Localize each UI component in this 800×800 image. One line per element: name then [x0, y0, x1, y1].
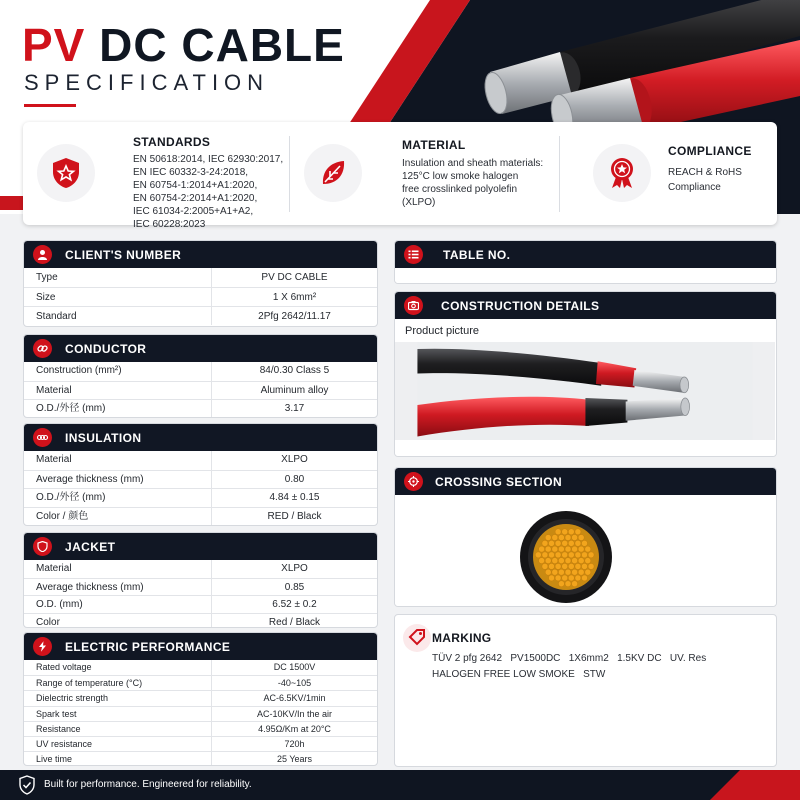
conductor-strand — [585, 569, 591, 575]
conductor-strand — [545, 558, 551, 564]
conductor-strand — [558, 569, 564, 575]
row-value: AC-6.5KV/1min — [263, 693, 326, 704]
conductor-strand — [578, 569, 584, 575]
standards-line: EN IEC 60332-3-24:2018, — [133, 167, 249, 178]
standards-card — [23, 122, 777, 230]
conductor-strand — [565, 581, 571, 587]
construction-body — [395, 319, 776, 457]
compliance-description — [668, 165, 742, 195]
conductor-strand — [588, 552, 594, 558]
conductor-strand — [539, 558, 545, 564]
row-label: O.D./外径 (mm) — [24, 489, 212, 507]
conductor-strand — [562, 575, 568, 581]
panel-header — [24, 424, 377, 451]
conductor-strand — [565, 535, 571, 541]
footer — [0, 770, 800, 800]
row-label: Live time — [24, 752, 212, 766]
table-row — [24, 660, 377, 675]
conductor-strand — [575, 540, 581, 546]
conductor-strand — [545, 546, 551, 552]
conductor-strand — [542, 563, 548, 569]
lightning-icon — [33, 637, 52, 656]
hero-accent-bar — [0, 196, 24, 210]
conductor-panel — [23, 334, 378, 418]
panel-title: INSULATION — [65, 431, 142, 445]
row-value: 1 X 6mm² — [272, 292, 317, 303]
conductor-strand — [568, 552, 574, 558]
table-row — [24, 690, 377, 705]
user-icon — [33, 245, 52, 264]
row-value: RED / Black — [267, 510, 322, 522]
panel-title: TABLE NO. — [443, 248, 511, 262]
conductor-strand — [555, 575, 561, 581]
row-value: 6.52 ± 0.2 — [272, 599, 317, 610]
marking-heading: MARKING — [432, 631, 492, 645]
row-label: Spark test — [24, 707, 212, 721]
row-value: 84/0.30 Class 5 — [259, 365, 330, 376]
conductor-strand — [582, 552, 588, 558]
standards-line: EN 50618:2014, IEC 62930:2017, — [133, 154, 284, 165]
conductor-table — [24, 362, 377, 418]
conductor-strand — [549, 540, 555, 546]
row-label: Average thickness (mm) — [24, 471, 212, 489]
table-row — [24, 578, 377, 596]
standards-badge — [37, 144, 95, 202]
title-rest: DC CABLE — [99, 19, 345, 71]
material-line: (XLPO) — [402, 197, 436, 208]
award-ribbon-icon — [607, 157, 637, 189]
conductor-strand — [578, 546, 584, 552]
conductor-strand — [558, 546, 564, 552]
client-number-panel — [23, 240, 378, 327]
panel-header — [24, 241, 377, 268]
electric-performance-panel — [23, 632, 378, 766]
conductor-strand — [582, 563, 588, 569]
row-label: Type — [24, 268, 212, 287]
table-row — [24, 399, 377, 418]
row-label: Material — [24, 451, 212, 470]
table-row — [24, 451, 377, 470]
conductor-strand — [549, 575, 555, 581]
row-value: -40~105 — [277, 678, 312, 689]
table-row — [24, 595, 377, 613]
row-value: 0.80 — [284, 473, 305, 485]
leaf-icon — [318, 157, 348, 189]
product-photo — [395, 342, 775, 440]
standards-line: EN 60754-1:2014+A1:2020, — [133, 180, 258, 191]
crossing-section-panel — [394, 467, 777, 607]
table-row — [24, 560, 377, 578]
panel-header — [24, 533, 377, 560]
table-no-panel — [394, 240, 777, 284]
table-row — [24, 306, 377, 325]
row-label: Material — [24, 382, 212, 400]
panel-header — [24, 633, 377, 660]
standards-list — [133, 153, 283, 231]
table-row — [24, 362, 377, 381]
material-heading: MATERIAL — [402, 138, 466, 152]
conductor-strand — [552, 546, 558, 552]
compliance-heading: COMPLIANCE — [668, 144, 752, 158]
camera-icon — [404, 296, 423, 315]
shield-check-icon — [18, 775, 36, 795]
row-label: Resistance — [24, 722, 212, 736]
conductor-strand — [555, 540, 561, 546]
title-underline — [24, 104, 76, 107]
standards-line: IEC 60228:2023 — [133, 219, 206, 230]
table-row — [24, 613, 377, 629]
compliance-line: REACH & RoHS — [668, 167, 742, 178]
conductor-strand — [578, 535, 584, 541]
conductor-strand — [562, 563, 568, 569]
footer-tagline: Built for performance. Engineered for reliability. — [44, 779, 252, 790]
panel-title: ELECTRIC PERFORMANCE — [65, 640, 231, 654]
row-value: Red / Black — [268, 616, 321, 628]
product-picture-caption: Product picture — [405, 325, 479, 337]
table-no-value — [395, 268, 776, 284]
table-row — [24, 736, 377, 751]
row-label: Average thickness (mm) — [24, 579, 212, 596]
conductor-strand — [575, 563, 581, 569]
electric-performance-table — [24, 660, 377, 766]
conductor-strand — [568, 575, 574, 581]
conductor-strand — [572, 569, 578, 575]
table-row — [24, 751, 377, 766]
row-value: 4.84 ± 0.15 — [269, 492, 320, 504]
material-badge — [304, 144, 362, 202]
conductor-strand — [572, 535, 578, 541]
row-value: 0.85 — [284, 581, 305, 593]
list-icon — [404, 245, 423, 264]
panel-header — [395, 468, 776, 495]
marking-badge — [403, 624, 431, 652]
conductor-strand — [555, 563, 561, 569]
jacket-table — [24, 560, 377, 628]
hero-cable-image — [460, 0, 800, 130]
table-row — [24, 470, 377, 489]
conductor-strand — [562, 540, 568, 546]
standards-line: EN 60754-2:2014+A1:2020, — [133, 193, 258, 204]
panel-title: CROSSING SECTION — [435, 475, 563, 489]
footer-accent — [710, 770, 800, 800]
conductor-strand — [582, 540, 588, 546]
row-value: 720h — [284, 738, 305, 749]
panel-title: CONSTRUCTION DETAILS — [441, 299, 600, 313]
conductor-strand — [558, 558, 564, 564]
conductor-strand — [565, 546, 571, 552]
conductor-strand — [558, 535, 564, 541]
table-row — [24, 507, 377, 526]
conductor-strand — [545, 535, 551, 541]
conductor-strand — [572, 581, 578, 587]
row-value: XLPO — [281, 563, 308, 574]
conductor-strand — [575, 575, 581, 581]
panel-header — [24, 335, 377, 362]
row-value: AC-10KV/In the air — [256, 708, 333, 719]
panel-header — [395, 241, 776, 268]
conductor-strand — [549, 552, 555, 558]
row-label: Construction (mm²) — [24, 362, 212, 381]
conductor-strand — [565, 558, 571, 564]
conductor-strand — [555, 529, 561, 535]
insulation-icon — [33, 428, 52, 447]
conductor-strand — [572, 546, 578, 552]
conductor-strand — [542, 552, 548, 558]
row-label: O.D./外径 (mm) — [24, 400, 212, 418]
table-row — [24, 488, 377, 507]
table-row — [24, 268, 377, 287]
conductor-strand — [582, 575, 588, 581]
conductor-strand — [565, 569, 571, 575]
client-number-table — [24, 268, 377, 325]
row-value: DC 1500V — [273, 662, 316, 672]
conductor-strand — [575, 552, 581, 558]
table-row — [24, 675, 377, 690]
panel-title: JACKET — [65, 540, 116, 554]
conductor-strand — [549, 563, 555, 569]
table-row — [24, 381, 377, 400]
link-icon — [33, 339, 52, 358]
conductor-strand — [568, 540, 574, 546]
compliance-badge — [593, 144, 651, 202]
jacket-panel — [23, 532, 378, 628]
table-row — [24, 706, 377, 721]
row-label: O.D. (mm) — [24, 596, 212, 613]
conductor-strand — [555, 552, 561, 558]
row-value: Aluminum alloy — [260, 384, 329, 396]
row-label: Color / 颜色 — [24, 508, 212, 526]
crossing-body — [395, 495, 776, 607]
insulation-table — [24, 451, 377, 525]
table-row — [24, 721, 377, 736]
marking-line-1: TÜV 2 pfg 2642 PV1500DC 1X6mm2 1.5KV DC UV. Res — [432, 653, 707, 664]
conductor-strand — [585, 558, 591, 564]
row-value: 3.17 — [284, 403, 305, 415]
row-value: 2Pfg 2642/11.17 — [258, 311, 331, 322]
row-value: 25 Years — [276, 754, 313, 765]
standards-section — [23, 122, 288, 230]
table-row — [24, 287, 377, 306]
insulation-panel — [23, 423, 378, 526]
conductor-strand — [545, 569, 551, 575]
row-label: Size — [24, 288, 212, 306]
marking-line-2: HALOGEN FREE LOW SMOKE STW — [432, 669, 606, 680]
conductor-strand — [552, 535, 558, 541]
row-label: Standard — [24, 307, 212, 325]
compliance-section — [560, 122, 777, 225]
material-line: 125°C low smoke halogen — [402, 171, 519, 182]
standards-line: IEC 61034-2:2005+A1+A2, — [133, 206, 254, 217]
row-label: Material — [24, 560, 212, 578]
row-label: Color — [24, 614, 212, 629]
page-title — [22, 18, 345, 72]
conductor-strand — [552, 558, 558, 564]
page-subtitle: SPECIFICATION — [24, 70, 270, 95]
star-shield-icon — [51, 157, 81, 189]
conductor-strand — [562, 552, 568, 558]
title-accent: PV — [22, 19, 86, 71]
tag-icon — [403, 624, 431, 652]
standards-heading: STANDARDS — [133, 135, 211, 149]
shield-icon — [33, 537, 52, 556]
construction-details-panel — [394, 291, 777, 457]
material-line: free crosslinked polyolefin — [402, 184, 518, 195]
conductor-strand — [535, 552, 541, 558]
conductor-strand — [562, 529, 568, 535]
compliance-line: Compliance — [668, 182, 721, 193]
material-description — [402, 157, 543, 209]
row-value: PV DC CABLE — [261, 272, 328, 283]
conductor-strand — [585, 546, 591, 552]
row-value: XLPO — [281, 454, 308, 465]
panel-header — [395, 292, 776, 319]
conductor-strand — [575, 529, 581, 535]
row-label: UV resistance — [24, 737, 212, 751]
conductor-strand — [578, 558, 584, 564]
conductor-strand — [552, 569, 558, 575]
crosshair-icon — [404, 472, 423, 491]
conductor-strand — [542, 540, 548, 546]
conductor-strand — [572, 558, 578, 564]
panel-title: CLIENT'S NUMBER — [65, 248, 182, 262]
cross-section-diagram — [395, 495, 777, 607]
marking-card — [394, 614, 777, 767]
row-label: Range of temperature (°C) — [24, 676, 212, 690]
row-label: Dielectric strength — [24, 691, 212, 705]
conductor-strand — [568, 563, 574, 569]
conductor-strand — [568, 529, 574, 535]
conductor-strand — [588, 563, 594, 569]
row-label: Rated voltage — [24, 660, 212, 675]
material-line: Insulation and sheath materials: — [402, 158, 544, 169]
panel-title: CONDUCTOR — [65, 342, 147, 356]
material-section — [290, 122, 560, 225]
conductor-strand — [558, 581, 564, 587]
conductor-strand — [539, 546, 545, 552]
row-value: 4.95Ω/Km at 20°C — [258, 723, 331, 734]
